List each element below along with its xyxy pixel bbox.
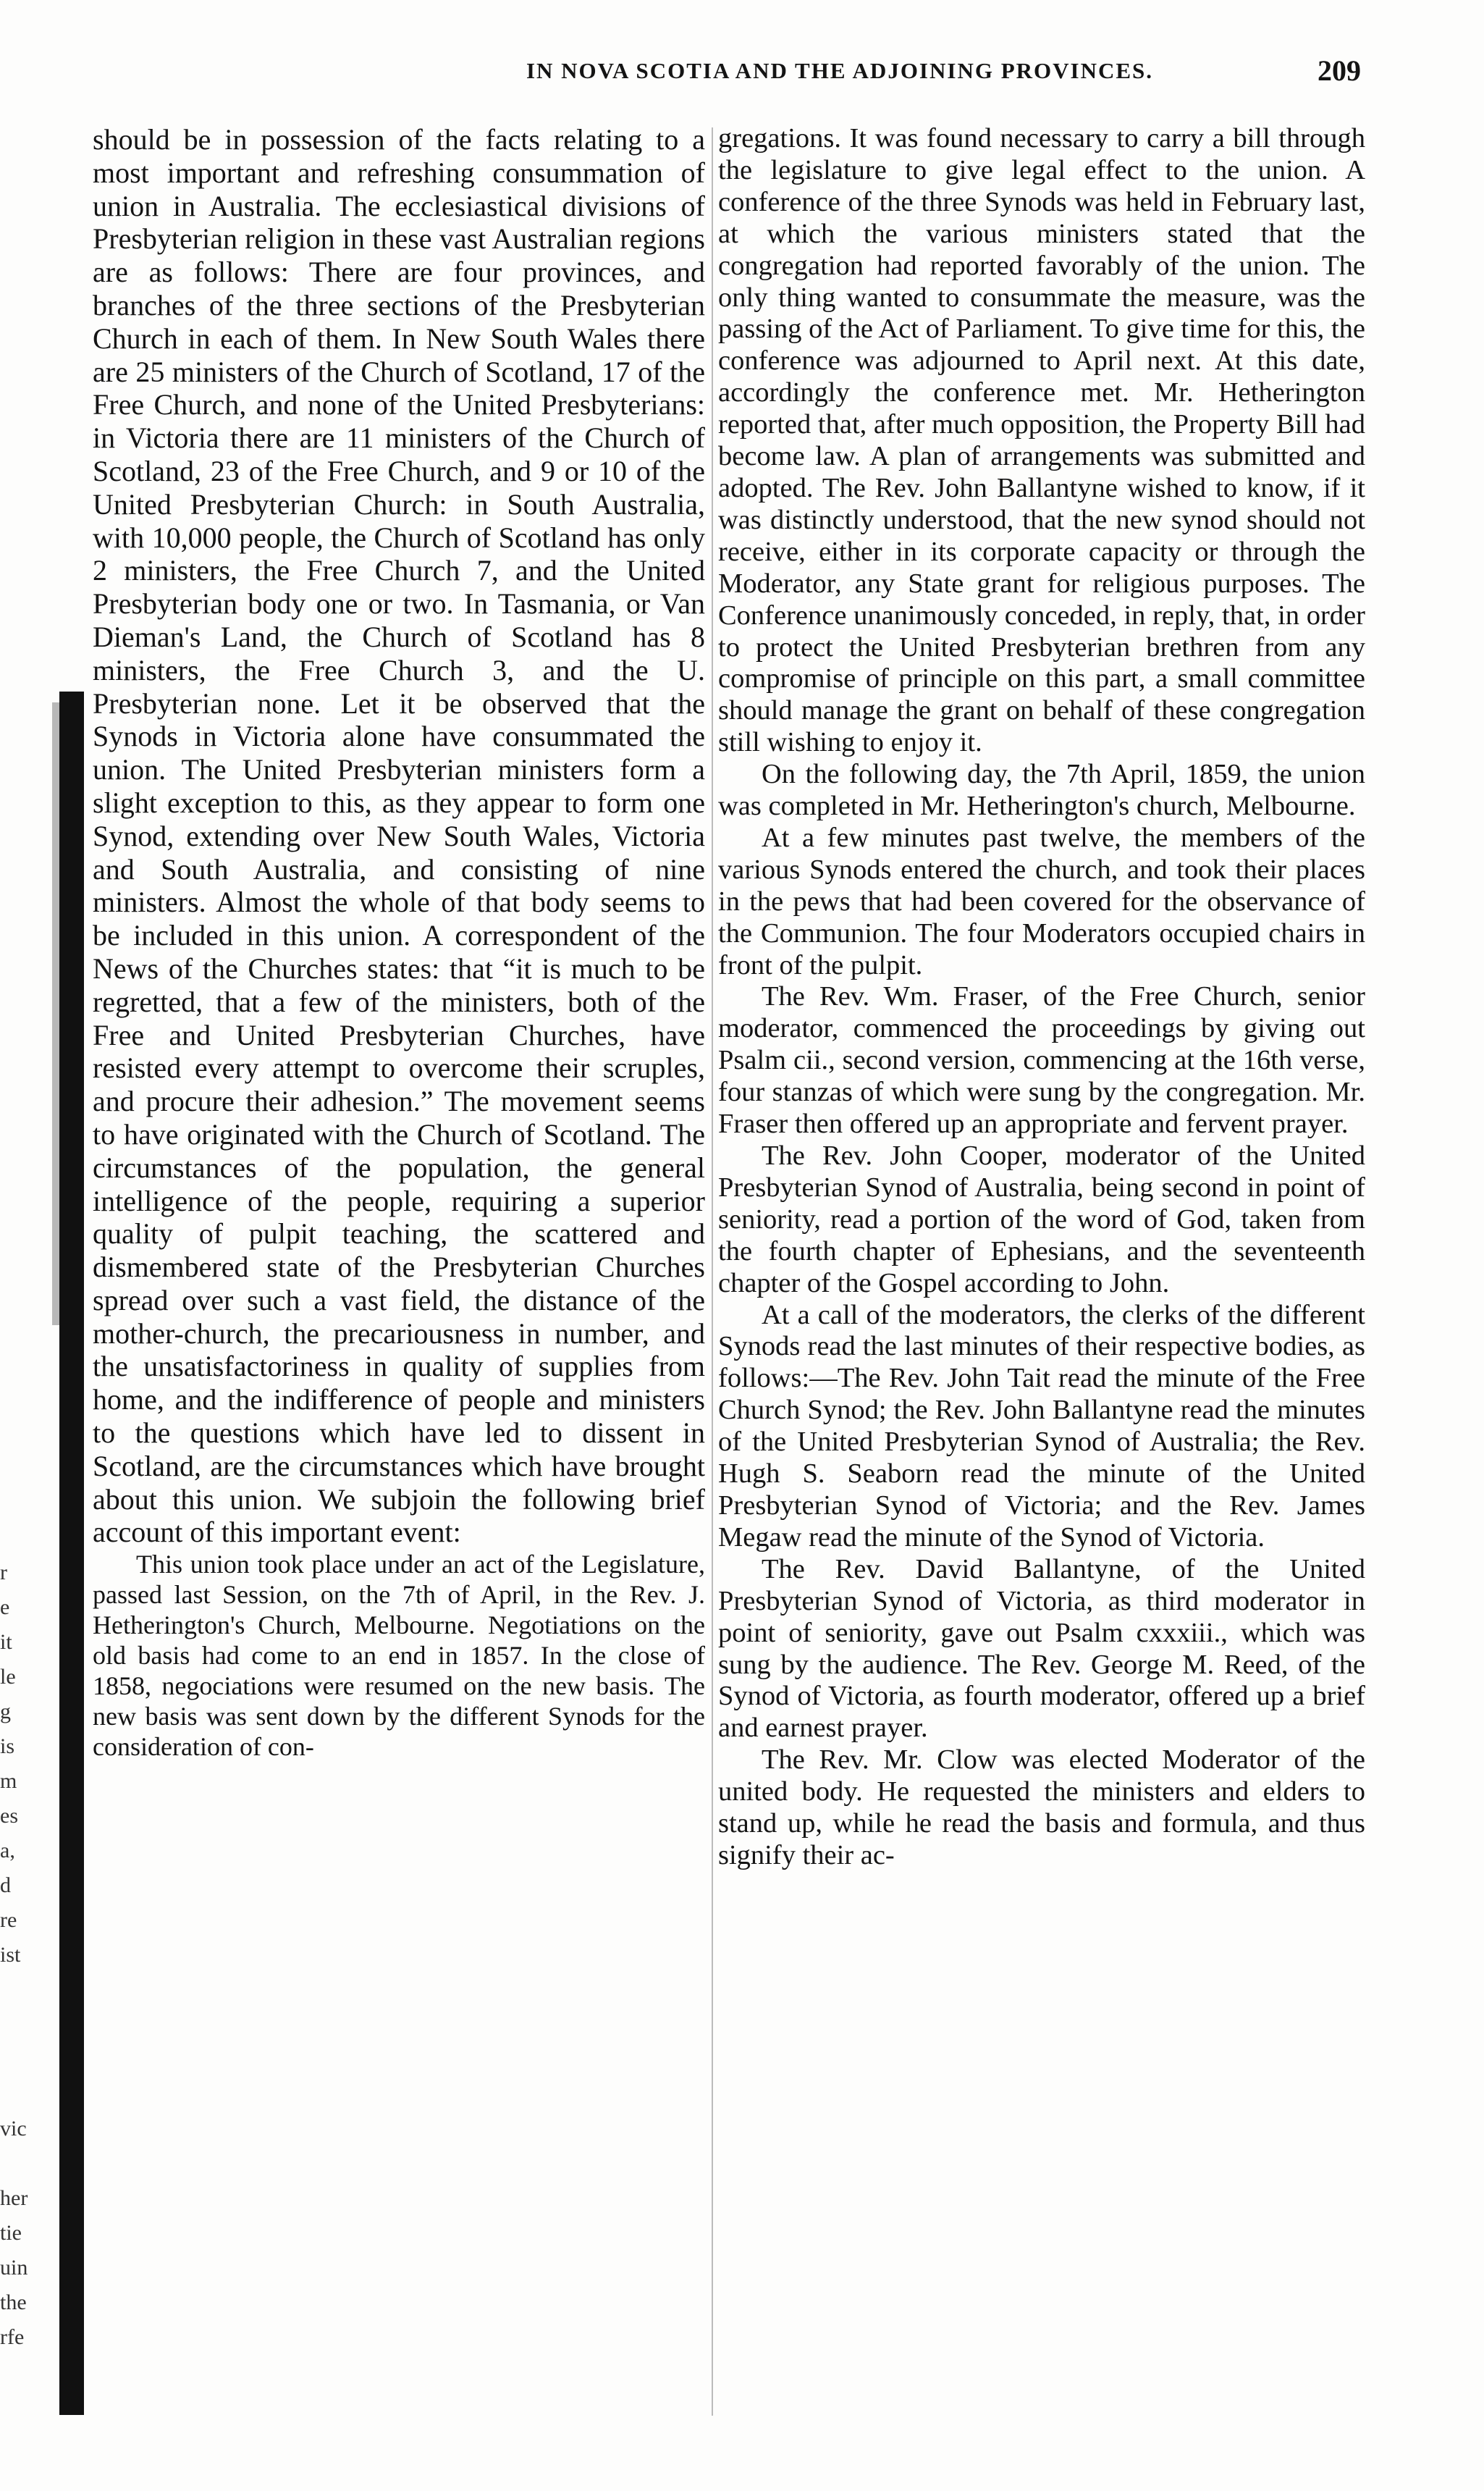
margin-fragment: d: [0, 1873, 11, 1897]
margin-fragment: vic: [0, 2117, 27, 2141]
paragraph: At a few minutes past twelve, the members of the various Synods entered the church, and took their places in the pews that had been covered for the observance of the Communion. The four Moderators occupied chairs in front of the pulpit.: [718, 822, 1365, 980]
margin-fragment: uin: [0, 2256, 28, 2280]
binding-gutter-shadow: [59, 692, 84, 2415]
right-column: [718, 123, 1365, 1872]
margin-fragment: a,: [0, 1839, 15, 1862]
facing-page-margin-fragments: [0, 1557, 51, 2356]
margin-fragment: it: [0, 1630, 12, 1654]
binding-fade: [52, 702, 59, 1325]
margin-fragment: is: [0, 1734, 15, 1758]
margin-fragment: the: [0, 2290, 27, 2314]
margin-fragment: re: [0, 1908, 17, 1932]
margin-fragment: [0, 2043, 51, 2078]
margin-fragment: rfe: [0, 2325, 25, 2349]
page-number: 209: [1318, 54, 1361, 87]
paragraph: At a call of the moderators, the clerks of the different Synods read the last minutes of their respective bodies, as follows:—The Rev. John Tait read the minute of the Free Church Synod; the Rev. John Ballantyne read the minutes of the United Presbyterian Synod of Australia; the Rev. Hugh S. Seaborn read the minute of the United Presbyterian Synod of Victoria; and the Rev. James Megaw read the minute of the Synod of Victoria.: [718, 1299, 1365, 1553]
margin-fragment: her: [0, 2186, 28, 2210]
margin-fragment: [0, 1974, 51, 2009]
margin-fragment: [0, 2078, 51, 2113]
margin-fragment: es: [0, 1804, 18, 1828]
paragraph: On the following day, the 7th April, 1859, the union was completed in Mr. Hetherington's church, Melbourne.: [718, 759, 1365, 822]
paragraph: should be in possession of the facts relating to a most important and refreshing consummation of union in Australia. The ecclesiastical divisions of Presbyterian religion in these vast Australian regions are as follows: There are four provinces, and branches of the three sections of the Presbyterian Church in each of them. In New South Wales there are 25 ministers of the Church of Scotland, 17 of the Free Church, and none of the United Presbyterians: in Victoria there are 11 ministers of the Church of Scotland, 23 of the Free Church, and 9 or 10 of the United Presbyterian Church: in South Australia, with 10,000 people, the Church of Scotland has only 2 ministers, the Free Church 7, and the United Presbyterian body one or two. In Tasmania, or Van Dieman's Land, the Church of Scotland has 8 ministers, the Free Church 3, and the U. Presbyterian none. Let it be observed that the Synods in Victoria alone have consummated the union. The United Presbyterian ministers form a slight exception to this, as they appear to form one Synod, extending over New South Wales, Victoria and South Australia, and consisting of nine ministers. Almost the whole of that body seems to be included in this union. A correspondent of the News of the Churches states: that “it is much to be regretted, that a few of the ministers, both of the Free and United Presbyterian Churches, have resisted every attempt to overcome their scruples, and procure their adhesion.” The movement seems to have originated with the Church of Scotland. The circumstances of the population, the general intelligence of the people, requiring a superior quality of pulpit teaching, the scattered and dismembered state of the Presbyterian Churches spread over such a vast field, the distance of the mother-church, the precariousness in number, and the unsatisfactoriness in quality of supplies from home, and the indifference of people and ministers to the questions which have led to dissent in Scotland, are the circumstances which have brought about this union. We subjoin the following brief account of this important event:: [93, 123, 705, 1549]
column-divider: [712, 127, 713, 2416]
running-head: IN NOVA SCOTIA AND THE ADJOINING PROVINCES.: [526, 58, 1154, 83]
margin-fragment: ist: [0, 1943, 21, 1967]
margin-fragment: r: [0, 1560, 7, 1584]
margin-fragment: [0, 2148, 51, 2183]
margin-fragment: tie: [0, 2221, 22, 2245]
left-column: [93, 123, 705, 1762]
margin-fragment: e: [0, 1595, 10, 1619]
paragraph: gregations. It was found necessary to carry a bill through the legislature to give legal effect to the union. A conference of the three Synods was held in February last, at which the various ministers stated that the congregation had reported favorably of the union. The only thing wanted to consummate the measure, was the passing of the Act of Parliament. To give time for this, the conference was adjourned to April next. At this date, accordingly the conference met. Mr. Hetherington reported that, after much opposition, the Property Bill had become law. A plan of arrangements was submitted and adopted. The Rev. John Ballantyne wished to know, if it was distinctly understood, that the new synod should not receive, either in its corporate capacity or through the Moderator, any State grant for religious purposes. The Conference unanimously conceded, in reply, that, in order to protect the United Presbyterian brethren from any compromise of principle on this part, a small committee should manage the grant on behalf of these congregation still wishing to enjoy it.: [718, 123, 1365, 758]
paragraph: This union took place under an act of the Legislature, passed last Session, on the 7th of April, in the Rev. J. Hetherington's Church, Melbourne. Negotiations on the old basis had come to an end in 1857. In the close of 1858, negociations were resumed on the new basis. The new basis was sent down by the different Synods for the consideration of con-: [93, 1550, 705, 1762]
paragraph: The Rev. Wm. Fraser, of the Free Church, senior moderator, commenced the proceedings by giving out Psalm cii., second version, commencing at the 16th verse, four stanzas of which were sung by the congregation. Mr. Fraser then offered up an appropriate and fervent prayer.: [718, 981, 1365, 1140]
margin-fragment: g: [0, 1700, 11, 1723]
paragraph: The Rev. Mr. Clow was elected Moderator of the united body. He requested the ministers and elders to stand up, while he read the basis and formula, and thus signify their ac-: [718, 1744, 1365, 1870]
paragraph: The Rev. David Ballantyne, of the United Presbyterian Synod of Victoria, as third moderator in point of seniority, gave out Psalm cxxxiii., which was sung by the audience. The Rev. George M. Reed, of the Synod of Victoria, as fourth moderator, offered up a brief and earnest prayer.: [718, 1553, 1365, 1744]
margin-fragment: m: [0, 1769, 17, 1793]
margin-fragment: le: [0, 1665, 16, 1689]
paragraph: The Rev. John Cooper, moderator of the United Presbyterian Synod of Australia, being second in point of seniority, read a portion of the word of God, taken from the fourth chapter of Ephesians, and the seventeenth chapter of the Gospel according to John.: [718, 1141, 1365, 1298]
margin-fragment: [0, 2009, 51, 2043]
